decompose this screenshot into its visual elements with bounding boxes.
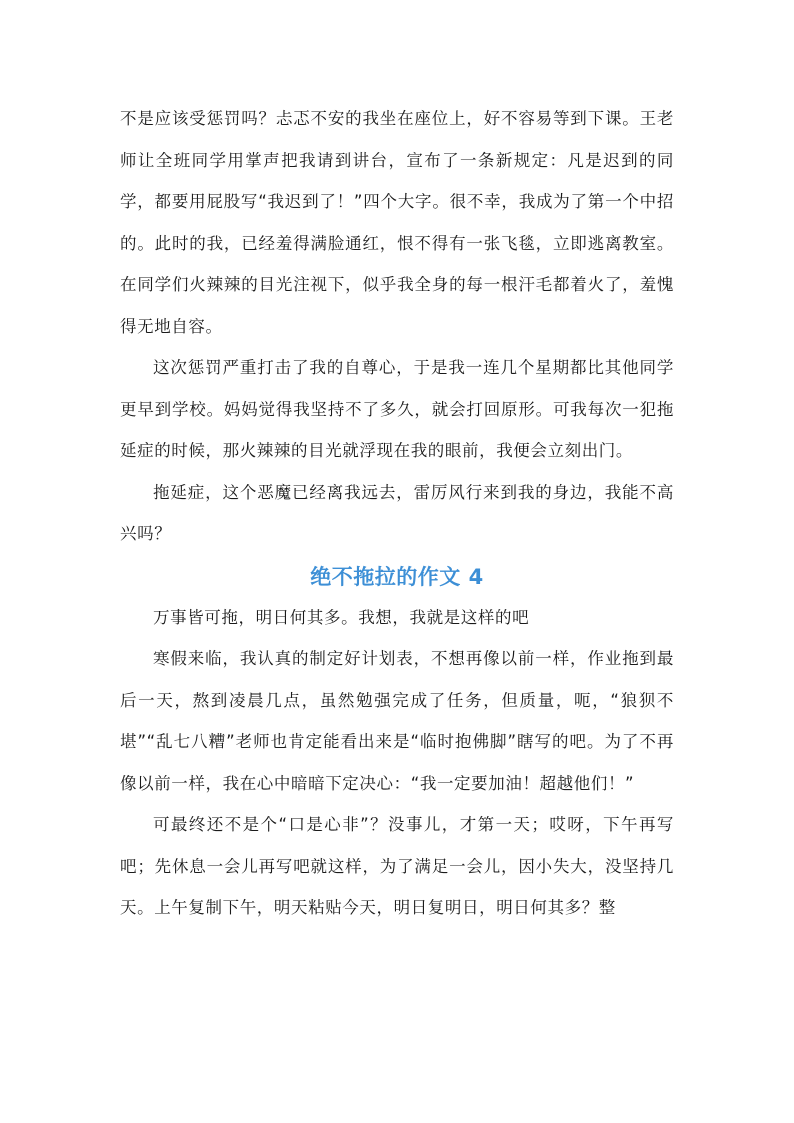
paragraph-2: 这次惩罚严重打击了我的自尊心，于是我一连几个星期都比其他同学更早到学校。妈妈觉得我坚持不了多久，就会打回原形。可我每次一犯拖延症的时候，那火辣辣的目光就浮现在我的眼前，我便会立刻出门。 (120, 358, 674, 460)
paragraph-5: 寒假来临，我认真的制定好计划表，不想再像以前一样，作业拖到最后一天，熬到凌晨几点，虽然勉强完成了任务，但质量，呃，“狼狈不堪”“乱七八糟”老师也肯定能看出来是“临时抱佛脚”瞎写的吧。为了不再像以前一样，我在心中暗暗下定决心：“我一定要加油！超越他们！” (120, 649, 674, 793)
paragraph-3: 拖延症，这个恶魔已经离我远去，雷厉风行来到我的身边，我能不高兴吗？ (120, 482, 674, 543)
document-page (120, 98, 674, 929)
section-title: 绝不拖拉的作文 4 (310, 564, 484, 589)
paragraph-4: 万事皆可拖，明日何其多。我想，我就是这样的吧 (153, 607, 530, 627)
paragraph-6: 可最终还不是个“口是心非”？没事儿，才第一天；哎呀，下午再写吧；先休息一会儿再写吧就这样，为了满足一会儿，因小失大，没坚持几天。上午复制下午，明天粘贴今天，明日复明日，明日何其多？整 (120, 815, 674, 917)
paragraph-1: 不是应该受惩罚吗？忐忑不安的我坐在座位上，好不容易等到下课。王老师让全班同学用掌声把我请到讲台，宣布了一条新规定：凡是迟到的同学，都要用屁股写“我迟到了！”四个大字。很不幸，我成为了第一个中招的。此时的我，已经羞得满脸通红，恨不得有一张飞毯，立即逃离教室。在同学们火辣辣的目光注视下，似乎我全身的每一根汗毛都着火了，羞愧得无地自容。 (120, 109, 674, 336)
